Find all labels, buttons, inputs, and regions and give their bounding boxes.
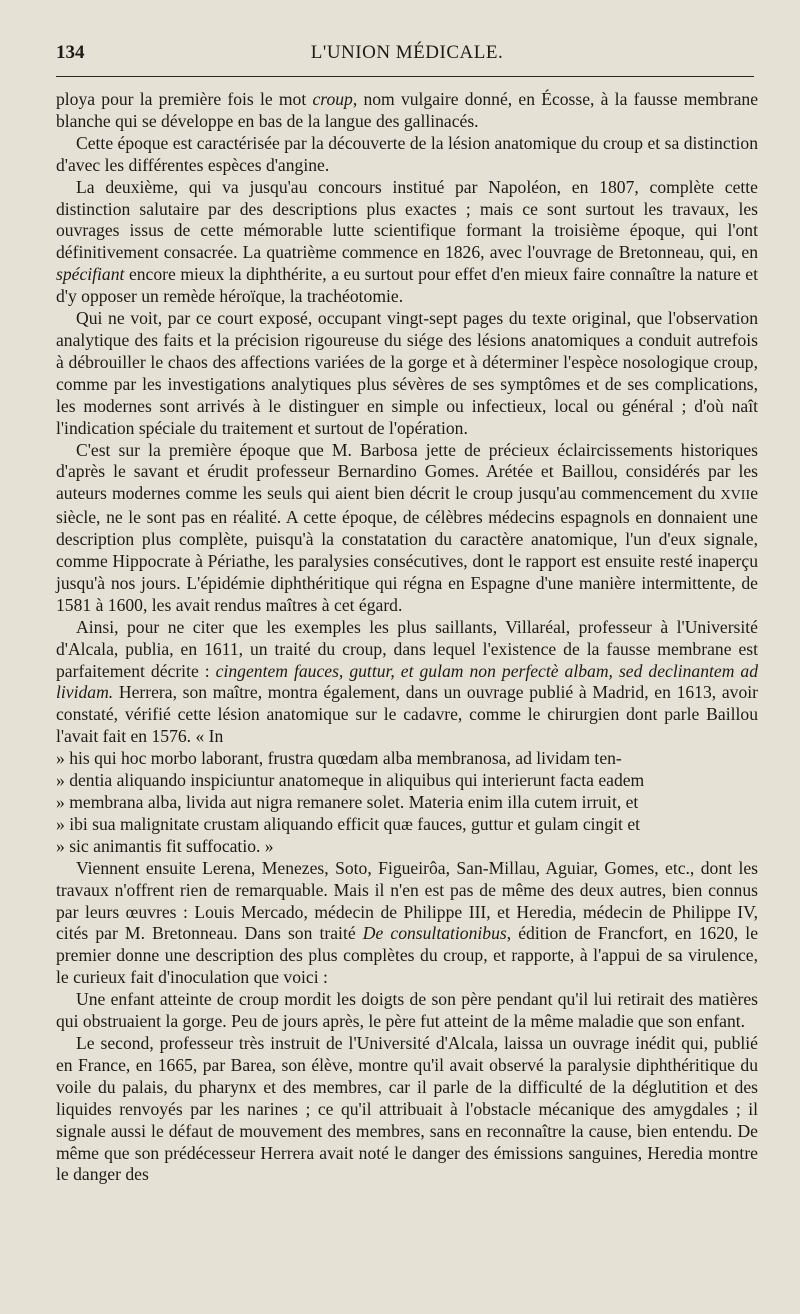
text-run: ploya pour la première fois le mot (56, 89, 313, 109)
quote-line: » dentia aliquando inspiciuntur anatomeque in aliquibus qui interierunt facta eadem (56, 770, 645, 791)
quote-line: » ibi sua malignitate crustam aliquando efficit quæ fauces, guttur et gulam cingit et (56, 813, 641, 834)
text-run: Qui ne voit, par ce court exposé, occupant vingt-sept pages du texte original, que l'observation analytique des faits et la précision rigoureuse du siége des lésions anatomiques a conduit autrefois à débrouiller le chaos des affections variées de la gorge et à déterminer l'espèce nosologique croup, comme par les investigations analytiques plus sévères de ses symptômes et de ses complications, les modernes sont arrivés à le distinguer en simple ou infectieux, local ou général ; d'où naît l'indication spéciale du traitement et surtout de l'opération. (56, 308, 758, 438)
header-rule (56, 76, 754, 77)
page-header (56, 36, 758, 76)
paragraph-p4 (56, 440, 758, 617)
text-run: , édition de Francfort, en 1620, le premier donne une description des plus complètes du croup, et rapporte, à l'appui de sa virulence, le curieux fait d'inoculation que voici : (56, 923, 758, 988)
paragraph-p7 (56, 989, 758, 1033)
quote-line: » sic animantis fit suffocatio. » (56, 835, 274, 856)
paragraph-p0 (56, 89, 758, 133)
paragraph-p6 (56, 858, 758, 989)
paragraph-p8 (56, 1033, 758, 1186)
paragraph-p1 (56, 133, 758, 177)
page-number: 134 (56, 42, 85, 63)
text-run: Viennent ensuite Lerena, Menezes, Soto, Figueirôa, San-Millau, Aguiar, Gomes, etc., dont les travaux n'offrent rien de remarquable. Mais il n'en est pas de même des deux autres, bien connus par leurs œuvres : Louis Mercado, médecin de Philippe III, et Heredia, médecin de Philippe IV, cités par M. Bretonneau. Dans son traité (56, 857, 758, 944)
paragraph-p2 (56, 177, 758, 308)
italic-text: De consultationibus (362, 923, 507, 944)
running-title: L'UNION MÉDICALE. (310, 42, 504, 63)
text-run: Herrera, son maître, montra également, dans un ouvrage publié à Madrid, en 1613, avoir constaté, vérifié cette lésion anatomique sur le cadavre, comme le chirurgien dont parle Baillou l'avait fait en 1576. « In (56, 682, 758, 747)
italic-text: cingentem fauces, guttur, et gulam non perfectè albam, sed declinantem ad lividam. (56, 660, 758, 703)
text-run: Cette époque est caractérisée par la découverte de la lésion anatomique du croup et sa distinction d'avec les différentes espèces d'angine. (56, 132, 758, 175)
italic-text: spécifiant (56, 264, 125, 285)
italic-text: croup (312, 89, 353, 109)
paragraph-p3 (56, 308, 758, 439)
text-run: XVII (720, 487, 751, 504)
text-run: La deuxième, qui va jusqu'au concours institué par Napoléon, en 1807, complète cette distinction salutaire par des descriptions plus exactes ; mais ce sont surtout les travaux, les ouvrages issus de cette mémorable lutte scientifique formant la troisième époque, qui l'ont définitivement consacrée. La quatrième commence en 1826, avec l'ouvrage de Bretonneau, qui, en (56, 176, 758, 263)
quote-line: » membrana alba, livida aut nigra remanere solet. Materia enim illa cutem irruit, et (56, 792, 639, 812)
text-run: C'est sur la première époque que M. Barbosa jette de précieux éclaircissements historiques d'après le savant et érudit professeur Bernardino Gomes. Arétée et Baillou, considérés par les auteurs modernes comme les seuls qui aient bien décrit le croup jusqu'au commencement du (56, 439, 758, 504)
text-run: e siècle, ne le sont pas en réalité. A cette époque, de célèbres médecins espagnols en donnaient une description plus complète, puisqu'à la constatation du caractère anatomique, l'un d'eux signale, comme Hippocrate à Périathe, les paralysies consécutives, dont le rapport est ensuite resté inaperçu jusqu'à nos jours. L'épidémie diphthéritique qui régna en Espagne d'une manière intermittente, de 1581 à 1600, les avait rendus maîtres à cet égard. (56, 483, 758, 615)
article-body (56, 89, 758, 1186)
text-run: encore mieux la diphthérite, a eu surtout pour effet d'en mieux faire connaître la nature et d'y opposer un remède héroïque, la trachéotomie. (56, 264, 758, 307)
text-run: , nom vulgaire donné, en Écosse, à la fausse membrane blanche qui se développe en bas de la langue des gallinacés. (56, 89, 759, 131)
text-run: Ainsi, pour ne citer que les exemples les plus saillants, Villaréal, professeur à l'Université d'Alcala, publia, en 1611, un traité du croup, dans lequel l'existence de la fausse membrane est parfaitement décrite : (56, 616, 758, 681)
paragraph-p5 (56, 617, 758, 858)
text-run: Une enfant atteinte de croup mordit les doigts de son père pendant qu'il lui retirait des matières qui obstruaient la gorge. Peu de jours après, le père fut atteint de la même maladie que son enfant. (56, 989, 758, 1032)
text-run: Le second, professeur très instruit de l'Université d'Alcala, laissa un ouvrage inédit qui, publié en France, en 1665, par Barea, son élève, montre qu'il avait observé la paralysie diphthéritique du voile du palais, du pharynx et des membres, car il parle de la difficulté de la déglutition et des liquides renvoyés par les narines ; ce qu'il attribuait à l'obstacle mécanique des amygdales ; il signale aussi le défaut de mouvement des membres, sans en reconnaître la cause, bien entendu. De même que son prédécesseur Herrera avait noté le danger des émissions sanguines, Heredia montre le danger des (56, 1032, 758, 1185)
quote-line: » his qui hoc morbo laborant, frustra quœdam alba membranosa, ad lividam ten- (56, 748, 622, 769)
